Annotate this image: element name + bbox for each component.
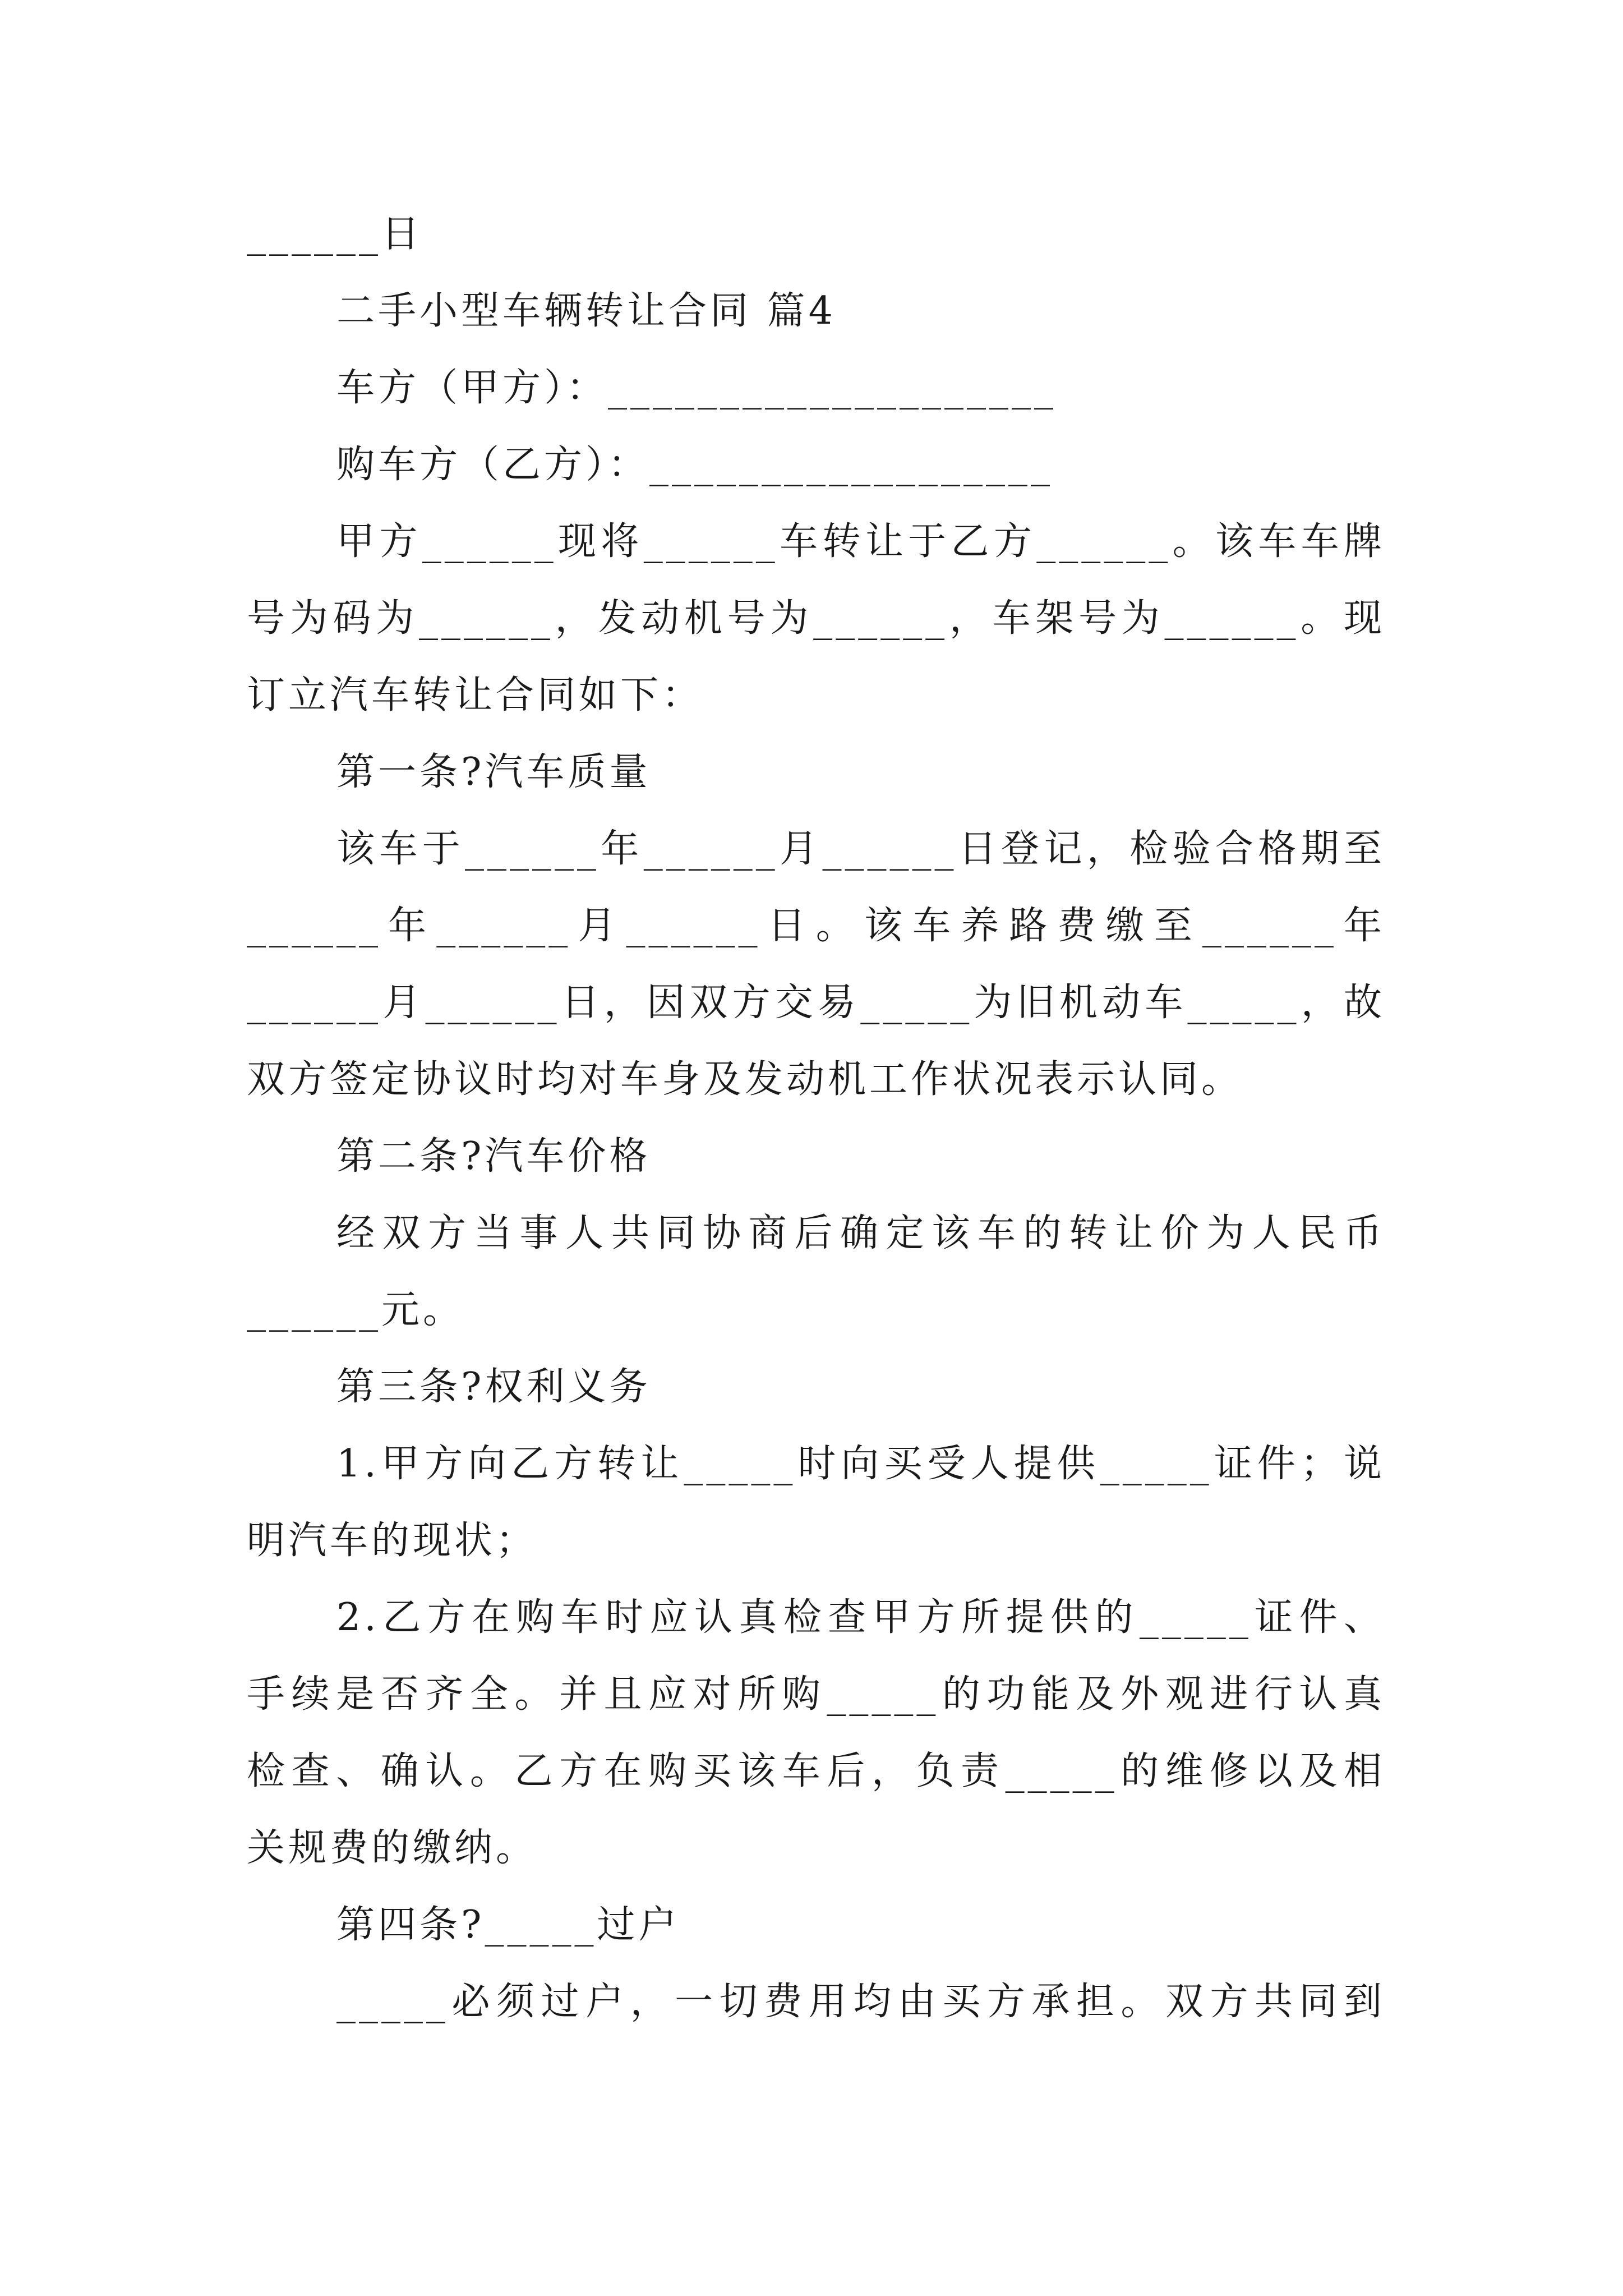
text-line: 1.甲方向乙方转让_____时向买受人提供_____证件；说 bbox=[336, 1442, 1385, 1486]
text-line: 经双方当事人共同协商后确定该车的转让价为人民币 bbox=[336, 1211, 1385, 1255]
text-line: 双方签定协议时均对车身及发动机工作状况表示认同。 bbox=[247, 1057, 1243, 1102]
party-b-line: 购车方（乙方）：__________________ bbox=[336, 443, 1054, 487]
text-line: ______元。 bbox=[247, 1288, 465, 1332]
section-title: 二手小型车辆转让合同 篇4 bbox=[336, 289, 836, 333]
text-line: 关规费的缴纳。 bbox=[247, 1826, 538, 1870]
text-line: 明汽车的现状； bbox=[247, 1519, 538, 1563]
article-heading: 第一条?汽车质量 bbox=[336, 750, 651, 794]
text-line: ______月______日，因双方交易_____为旧机动车_____，故 bbox=[247, 981, 1385, 1025]
text-line: ______年______月______日。该车养路费缴至______年 bbox=[247, 904, 1385, 948]
text-line: 2.乙方在购车时应认真检查甲方所提供的_____证件、 bbox=[336, 1595, 1385, 1640]
text-line: 号为码为______，发动机号为______，车架号为______。现 bbox=[247, 596, 1385, 641]
text-line: 订立汽车转让合同如下： bbox=[247, 673, 704, 717]
text-line: 甲方______现将______车转让于乙方______。该车车牌 bbox=[336, 519, 1385, 564]
article-heading: 第二条?汽车价格 bbox=[336, 1134, 651, 1179]
text-line: _____必须过户，一切费用均由买方承担。双方共同到 bbox=[336, 1980, 1385, 2024]
article-heading: 第四条?_____过户 bbox=[336, 1903, 680, 1947]
text-line: 手续是否齐全。并且应对所购_____的功能及外观进行认真 bbox=[247, 1672, 1385, 1717]
text-line: 检查、确认。乙方在购买该车后，负责_____的维修以及相 bbox=[247, 1749, 1385, 1793]
text-line: 该车于______年______月______日登记，检验合格期至 bbox=[336, 827, 1385, 871]
article-heading: 第三条?权利义务 bbox=[336, 1365, 651, 1409]
party-a-line: 车方（甲方）：____________________ bbox=[336, 366, 1057, 410]
text-line: ______日 bbox=[247, 212, 423, 256]
